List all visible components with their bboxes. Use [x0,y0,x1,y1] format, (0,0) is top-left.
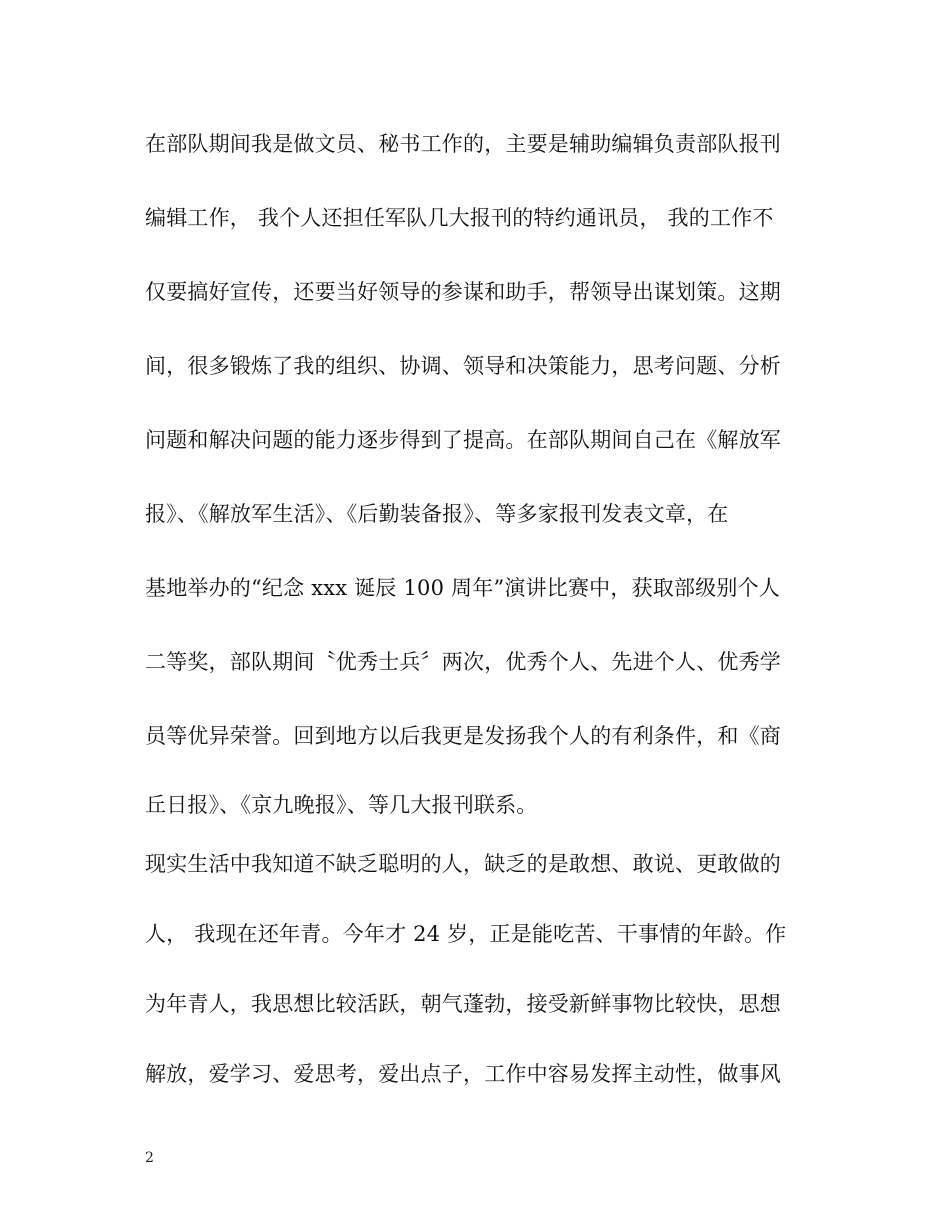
text-line: 在部队期间我是做文员、秘书工作的，主要是辅助编辑负责部队报刊 [145,132,781,156]
text-line: 报》、《解放军生活》、《后勤装备报》、等多家报刊发表文章，在 [145,502,729,526]
text-line: 现实生活中我知道不缺乏聪明的人，缺乏的是敢想、敢说、更敢做的 [145,852,781,876]
text-line: 丘日报》、《京九晚报》、等几大报刊联系。 [145,793,538,817]
text-line: 员等优异荣誉。回到地方以后我更是发扬我个人的有利条件，和《商 [145,724,781,748]
text-line: 为年青人，我思想比较活跃，朝气蓬勃，接受新鲜事物比较快，思想 [145,992,781,1016]
text-line: 编辑工作， 我个人还担任军队几大报刊的特约通讯员， 我的工作不 [145,206,774,230]
text-line: 基地举办的“纪念 xxx 诞辰 100 周年”演讲比赛中，获取部级别个人 [145,576,780,600]
text-line: 解放，爱学习、爱思考，爱出点子，工作中容易发挥主动性，做事风 [145,1062,781,1086]
text-line: 二等奖，部队期间〝优秀士兵〞两次，优秀个人、先进个人、优秀学 [145,650,781,674]
text-line: 人， 我现在还年青。今年才 24 岁，正是能吃苦、干事情的年龄。作 [145,922,787,946]
text-line: 问题和解决问题的能力逐步得到了提高。在部队期间自己在《解放军 [145,428,781,452]
text-line: 间，很多锻炼了我的组织、协调、领导和决策能力，思考问题、分析 [145,354,781,378]
text-line: 仅要搞好宣传，还要当好领导的参谋和助手，帮领导出谋划策。这期 [145,280,781,304]
page-number: 2 [145,1150,154,1166]
